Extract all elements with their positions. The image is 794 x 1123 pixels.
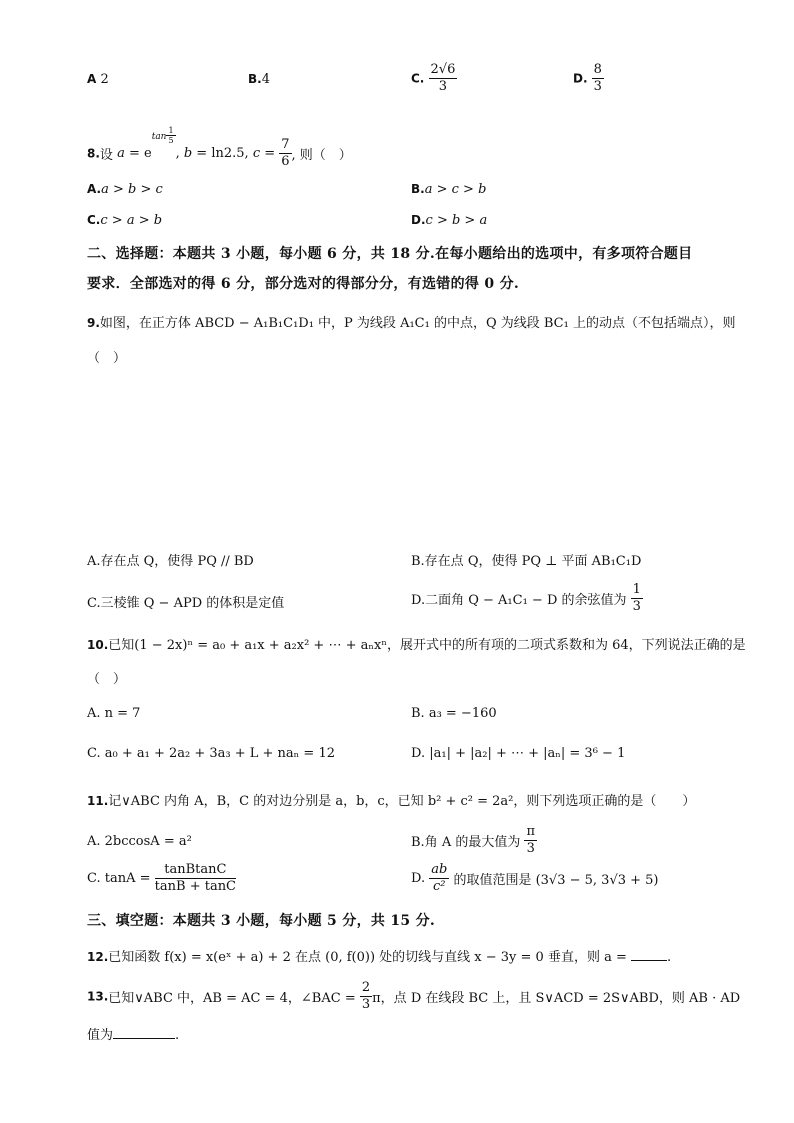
q12-answer-blank[interactable] xyxy=(631,948,667,961)
q7-option-a: A 2 xyxy=(87,72,109,87)
q9-option-a: A.存在点 Q，使得 PQ // BD xyxy=(87,554,254,569)
section2-title-line1: 二、选择题：本题共 3 小题，每小题 6 分，共 18 分.在每小题给出的选项中，有多项符合题目 xyxy=(87,246,693,262)
q13-line2: 值为 . xyxy=(87,1028,180,1043)
q12-stem: 12.已知函数 f(x) = x(eˣ + a) + 2 在点 (0, f(0)) 处的切线与直线 x − 3y = 0 垂直，则 a = . xyxy=(87,950,672,965)
q10-stem: 10.已知(1 − 2x)ⁿ = a₀ + a₁x + a₂x² + ⋯ + aₙxⁿ，展开式中的所有项的二项式系数和为 64，下列说法正确的是 xyxy=(87,638,746,653)
q7-option-d: D. $\frac{8}{3}$ xyxy=(573,62,602,94)
q10-paren: （ ） xyxy=(87,672,127,687)
section3-title: 三、填空题：本题共 3 小题，每小题 5 分，共 15 分. xyxy=(87,913,436,929)
q10-option-c: C. a₀ + a₁ + 2a₂ + 3a₃ + L + naₙ = 12 xyxy=(87,746,336,761)
q11-option-d: D. $\frac{ab}{\text{c²}}$ 的取值范围是 (3√3 − 5, 3√3 + 5) xyxy=(411,862,659,894)
q8-option-d: D.c > b > a xyxy=(411,213,488,228)
q13-stem: 13.已知∨ABC 中，AB = AC = 4，∠BAC = $\frac{2}{3}$ π，点 D 在线段 BC 上，且 S∨ACD = 2S∨ABD，则 AB · AD xyxy=(87,980,741,1012)
q9-paren: （ ） xyxy=(87,351,127,366)
q13-answer-blank[interactable] xyxy=(113,1026,175,1039)
q10-option-b: B. a₃ = −160 xyxy=(411,706,497,721)
section2-title-line2: 要求．全部选对的得 6 分，部分选对的得部分分，有选错的得 0 分. xyxy=(87,276,520,292)
q9-option-c: C.三棱锥 Q − APD 的体积是定值 xyxy=(87,596,285,611)
q10-option-d: D. |a₁| + |a₂| + ⋯ + |aₙ| = 3⁶ − 1 xyxy=(411,746,626,761)
q10-option-a: A. n = 7 xyxy=(87,706,141,721)
q11-option-c: C. tanA = $\frac{\text{tanBtanC}}{\tan B + \tan C}$ xyxy=(87,862,237,894)
q8-option-c: C.c > a > b xyxy=(87,213,163,228)
q9-stem: 9.如图，在正方体 ABCD − A₁B₁C₁D₁ 中，P 为线段 A₁C₁ 的中点，Q 为线段 BC₁ 上的动点（不包括端点），则 xyxy=(87,316,736,331)
q9-option-d: D.二面角 Q − A₁C₁ − D 的余弦值为 $\frac{1}{3}$ xyxy=(411,582,641,614)
q7-option-b: B.4 xyxy=(248,72,270,87)
q8-option-b: B.a > c > b xyxy=(411,182,487,197)
q8-stem: 8.设 $a = e^{tan}$ $\frac{1}{5}$ , b = ln2.5, c = $\frac{7}{6}$ , 则（ ） xyxy=(87,126,352,169)
q11-stem: 11.记∨ABC 内角 A，B，C 的对边分别是 a，b，c，已知 b² + c² = 2a²，则下列选项正确的是（ ） xyxy=(87,794,696,809)
q7-option-c: C. $\frac{2√6}{3}$ xyxy=(411,62,456,94)
q11-option-b: B.角 A 的最大值为 $\frac{\pi}{3}$ xyxy=(411,824,536,856)
q8-option-a: A.a > b > c xyxy=(87,182,163,197)
q9-option-b: B.存在点 Q，使得 PQ ⊥ 平面 AB₁C₁D xyxy=(411,554,642,569)
q11-option-a: A. 2bccosA = a² xyxy=(87,834,192,849)
